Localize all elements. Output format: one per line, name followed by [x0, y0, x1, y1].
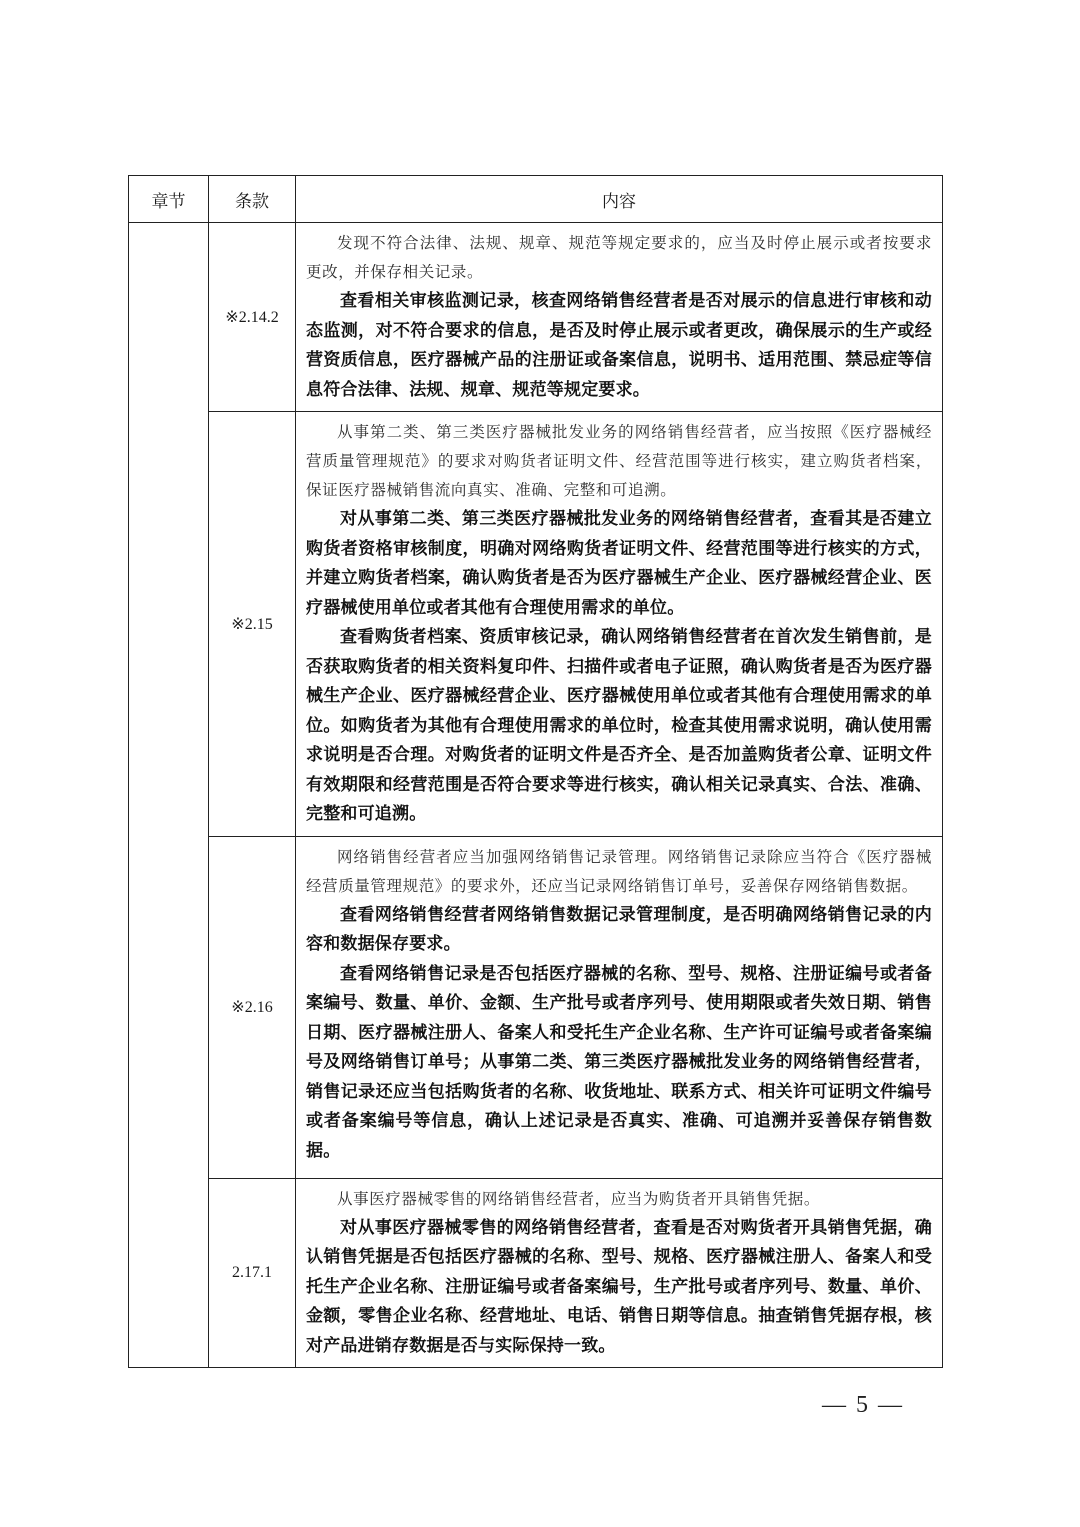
requirement-text: 发现不符合法律、法规、规章、规范等规定要求的，应当及时停止展示或者按要求更改，并保存相关记录。: [306, 234, 932, 281]
requirement-text: 网络销售经营者应当加强网络销售记录管理。网络销售记录除应当符合《医疗器械经营质量管理规范》的要求外，还应当记录网络销售订单号，妥善保存网络销售数据。: [306, 847, 932, 895]
inspection-table: [128, 175, 943, 1368]
content-cell: [296, 223, 943, 412]
table-row: [129, 223, 943, 412]
chapter-cell: [129, 223, 209, 1368]
table-header-row: [129, 176, 943, 223]
header-chapter: 章节: [129, 176, 209, 223]
requirement-text: 从事第二类、第三类医疗器械批发业务的网络销售经营者，应当按照《医疗器械经营质量管理规范》的要求对购货者证明文件、经营范围等进行核实，建立购货者档案，保证医疗器械销售流向真实、准确、完整和可追溯。: [306, 423, 932, 499]
table-row: [129, 836, 943, 1178]
content-cell: [296, 1178, 943, 1368]
content-cell: [296, 836, 943, 1178]
header-content: 内容: [296, 176, 943, 223]
page-number: — 5 —: [822, 1392, 904, 1418]
header-clause: 条款: [209, 176, 296, 223]
check-text: 查看网络销售记录是否包括医疗器械的名称、型号、规格、注册证编号或者备案编号、数量、单价、金额、生产批号或者序列号、使用期限或者失效日期、销售日期、医疗器械注册人、备案人和受托生产企业名称、生产许可证编号或者备案编号及网络销售订单号；从事第二类、第三类医疗器械批发业务的网络销售经营者，销售记录还应当包括购货者的名称、收货地址、联系方式、相关许可证明文件编号或者备案编号等信息，确认上述记录是否真实、准确、可追溯并妥善保存销售数据。: [306, 963, 932, 1161]
content-cell: [296, 412, 943, 837]
check-text: 查看相关审核监测记录，核查网络销售经营者是否对展示的信息进行审核和动态监测，对不符合要求的信息，是否及时停止展示或者更改，确保展示的生产或经营资质信息，医疗器械产品的注册证或备案信息，说明书、适用范围、禁忌症等信息符合法律、法规、规章、规范等规定要求。: [306, 291, 932, 400]
clause-cell: ※2.16: [209, 836, 296, 1178]
check-text: 对从事医疗器械零售的网络销售经营者，查看是否对购货者开具销售凭据，确认销售凭据是否包括医疗器械的名称、型号、规格、医疗器械注册人、备案人和受托生产企业名称、注册证编号或者备案编号，生产批号或者序列号、数量、单价、金额，零售企业名称、经营地址、电话、销售日期等信息。抽查销售凭据存根，核对产品进销存数据是否与实际保持一致。: [306, 1217, 932, 1356]
clause-cell: ※2.14.2: [209, 223, 296, 412]
check-text: 查看购货者档案、资质审核记录，确认网络销售经营者在首次发生销售前，是否获取购货者的相关资料复印件、扫描件或者电子证照，确认购货者是否为医疗器械生产企业、医疗器械经营企业、医疗器械使用单位或者其他有合理使用需求的单位。如购货者为其他有合理使用需求的单位时，检查其使用需求说明，确认使用需求说明是否合理。对购货者的证明文件是否齐全、是否加盖购货者公章、证明文件有效期限和经营范围是否符合要求等进行核实，确认相关记录真实、合法、准确、完整和可追溯。: [306, 627, 932, 824]
requirement-text: 从事医疗器械零售的网络销售经营者，应当为购货者开具销售凭据。: [337, 1189, 821, 1208]
check-text: 对从事第二类、第三类医疗器械批发业务的网络销售经营者，查看其是否建立购货者资格审核制度，明确对网络购货者证明文件、经营范围等进行核实的方式，并建立购货者档案，确认购货者是否为医疗器械生产企业、医疗器械经营企业、医疗器械使用单位或者其他有合理使用需求的单位。: [306, 509, 932, 618]
clause-cell: 2.17.1: [209, 1178, 296, 1368]
check-text: 查看网络销售经营者网络销售数据记录管理制度，是否明确网络销售记录的内容和数据保存要求。: [306, 904, 932, 954]
table-row: [129, 412, 943, 837]
table-row: [129, 1178, 943, 1368]
clause-cell: ※2.15: [209, 412, 296, 837]
